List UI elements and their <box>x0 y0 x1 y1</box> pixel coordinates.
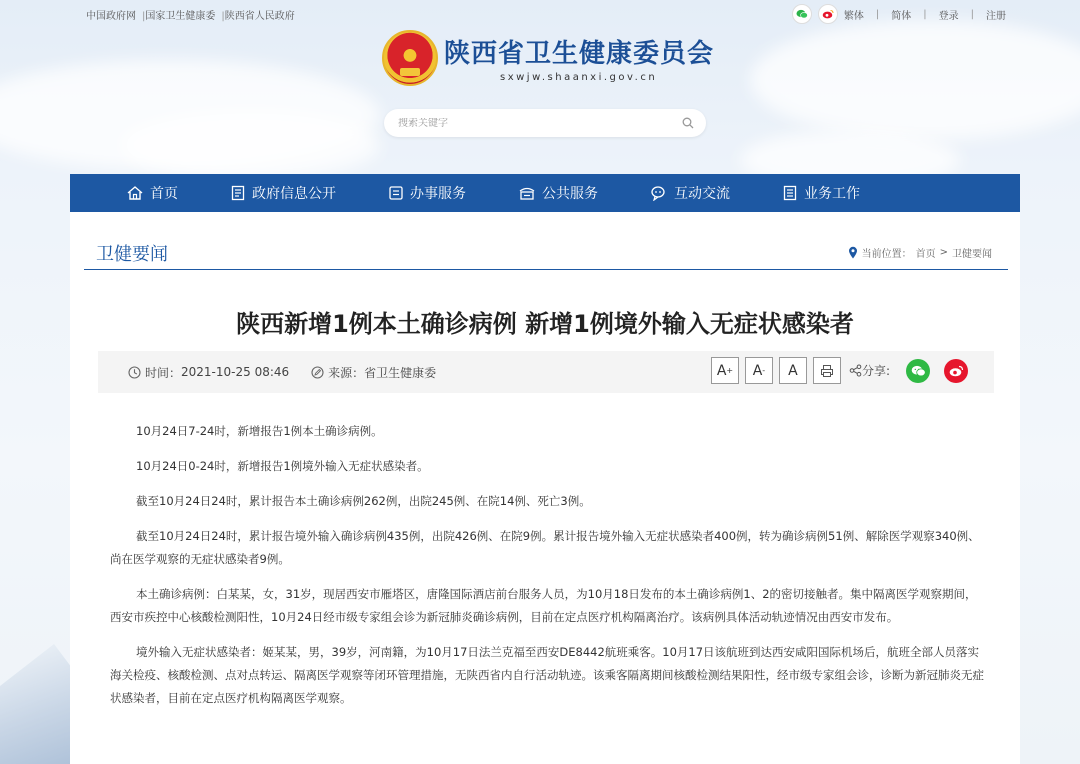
publish-time <box>128 364 289 381</box>
section-header <box>84 228 1008 270</box>
share-icon <box>849 364 862 377</box>
info-icon <box>230 185 246 201</box>
home-icon <box>126 185 144 201</box>
top-link-nhc[interactable]: 国家卫生健康委 <box>145 10 216 22</box>
service-icon <box>388 185 404 201</box>
share-text: 分享: <box>861 364 890 378</box>
article-body <box>110 420 986 722</box>
article-paragraph: 10月24日0-24时，新增报告1例境外输入无症状感染者。 <box>136 459 429 473</box>
nav-item-services[interactable] <box>388 183 466 203</box>
site-title: 陕西省卫生健康委员会 <box>444 39 715 69</box>
simplified-chinese-link[interactable]: 简体 <box>891 10 912 22</box>
time-value: 2021-10-25 08:46 <box>181 365 290 379</box>
top-links: 中国政府网 |国家卫生健康委 |陕西省人民政府 <box>86 10 295 22</box>
nav-item-label: 政府信息公开 <box>252 186 336 202</box>
share-wechat-button[interactable] <box>906 359 930 383</box>
article-title: 陕西新增1例本土确诊病例 新增1例境外输入无症状感染者 <box>236 310 854 338</box>
share-label <box>849 362 890 379</box>
nav-item-label: 公共服务 <box>542 186 598 202</box>
site-domain: sxwjw.shaanxi.gov.cn <box>500 72 658 83</box>
content-panel <box>70 212 1020 764</box>
source-label: 来源： <box>328 365 365 380</box>
article-source <box>311 364 436 381</box>
article-tools <box>711 357 968 384</box>
national-emblem-icon <box>382 30 438 86</box>
top-bar <box>86 6 1006 22</box>
clock-icon <box>128 366 141 379</box>
nav-item-business-work[interactable] <box>782 183 860 203</box>
nav-item-label: 办事服务 <box>410 186 466 202</box>
nav-item-label: 业务工作 <box>804 186 860 202</box>
weibo-icon[interactable] <box>818 4 838 24</box>
public-service-icon <box>518 185 536 201</box>
time-label: 时间： <box>145 365 182 380</box>
search-box <box>384 109 706 137</box>
article-paragraph: 10月24日7-24时，新增报告1例本土确诊病例。 <box>136 424 383 438</box>
traditional-chinese-link[interactable]: 繁体 <box>843 10 864 22</box>
wechat-icon[interactable] <box>792 4 812 24</box>
article-paragraph: 境外输入无症状感染者：姬某某，男，39岁，河南籍，为10月17日法兰克福至西安DE8442航班乘客。10月17日该航班到达西安咸阳国际机场后，航班全部人员落实海关检疫、核酸检测、点对点转运、隔离医学观察等闭环管理措施，无陕西省内自行活动轨迹。该乘客隔离期间核酸检测结果阳性，经市级专家组会诊，诊断为新冠肺炎无症状感染者，目前在定点医疗机构隔离医学观察。 <box>110 645 984 705</box>
background-cloud <box>750 20 1080 140</box>
register-link[interactable]: 注册 <box>986 10 1006 22</box>
edit-icon <box>311 366 324 379</box>
weibo-icon <box>949 365 964 377</box>
main-nav <box>70 174 1020 212</box>
font-decrease-button[interactable]: A - <box>745 357 773 384</box>
source-value: 省卫生健康委 <box>364 365 437 380</box>
nav-item-label: 首页 <box>150 186 178 202</box>
share-weibo-button[interactable] <box>944 359 968 383</box>
article-paragraph: 本土确诊病例：白某某，女，31岁，现居西安市雁塔区，唐隆国际酒店前台服务人员，为10月18日发布的本土确诊病例1、2的密切接触者。集中隔离医学观察期间，西安市疾控中心核酸检测阳性，10月24日经市级专家组会诊为新冠肺炎确诊病例，目前在定点医疗机构隔离治疗。该病例具体活动轨迹情况由西安市发布。 <box>110 587 977 624</box>
article-paragraph: 截至10月24日24时，累计报告本土确诊病例262例，出院245例、在院14例、死亡3例。 <box>136 494 591 508</box>
search-input[interactable] <box>398 118 682 129</box>
wechat-icon <box>911 365 926 377</box>
site-logo[interactable] <box>382 30 714 86</box>
article-paragraph: 截至10月24日24时，累计报告境外输入确诊病例435例，出院426例、在院9例。累计报告境外输入无症状感染者400例，转为确诊病例51例、解除医学观察340例、尚在医学观察的无症状感染者9例。 <box>110 529 980 566</box>
nav-item-interaction[interactable] <box>650 183 730 203</box>
nav-item-label: 互动交流 <box>674 186 730 202</box>
nav-item-info-disclosure[interactable] <box>230 183 336 203</box>
top-link-gov[interactable]: 中国政府网 <box>86 10 136 22</box>
breadcrumb-home[interactable]: 首页 <box>915 249 936 260</box>
login-link[interactable]: 登录 <box>938 10 959 22</box>
article-meta-bar <box>98 351 994 393</box>
breadcrumb-prefix: 当前位置： <box>861 249 912 260</box>
location-pin-icon <box>848 246 858 259</box>
breadcrumb <box>848 245 992 260</box>
breadcrumb-current[interactable]: 卫健要闻 <box>952 249 992 260</box>
work-icon <box>782 185 798 201</box>
font-default-button[interactable]: A <box>779 357 807 384</box>
section-title: 卫健要闻 <box>96 244 168 265</box>
font-increase-button[interactable]: A + <box>711 357 739 384</box>
breadcrumb-separator: > <box>939 247 948 258</box>
nav-item-public-services[interactable] <box>518 183 598 203</box>
top-link-shaanxi[interactable]: 陕西省人民政府 <box>224 10 295 22</box>
print-button[interactable] <box>813 357 841 384</box>
nav-item-home[interactable] <box>126 183 178 203</box>
search-icon[interactable] <box>682 114 694 133</box>
print-icon <box>820 364 834 378</box>
background-cloud <box>120 110 380 180</box>
top-right-tools: 繁体 | 简体 | 登录 | 注册 <box>792 4 1006 24</box>
chat-icon <box>650 185 668 201</box>
